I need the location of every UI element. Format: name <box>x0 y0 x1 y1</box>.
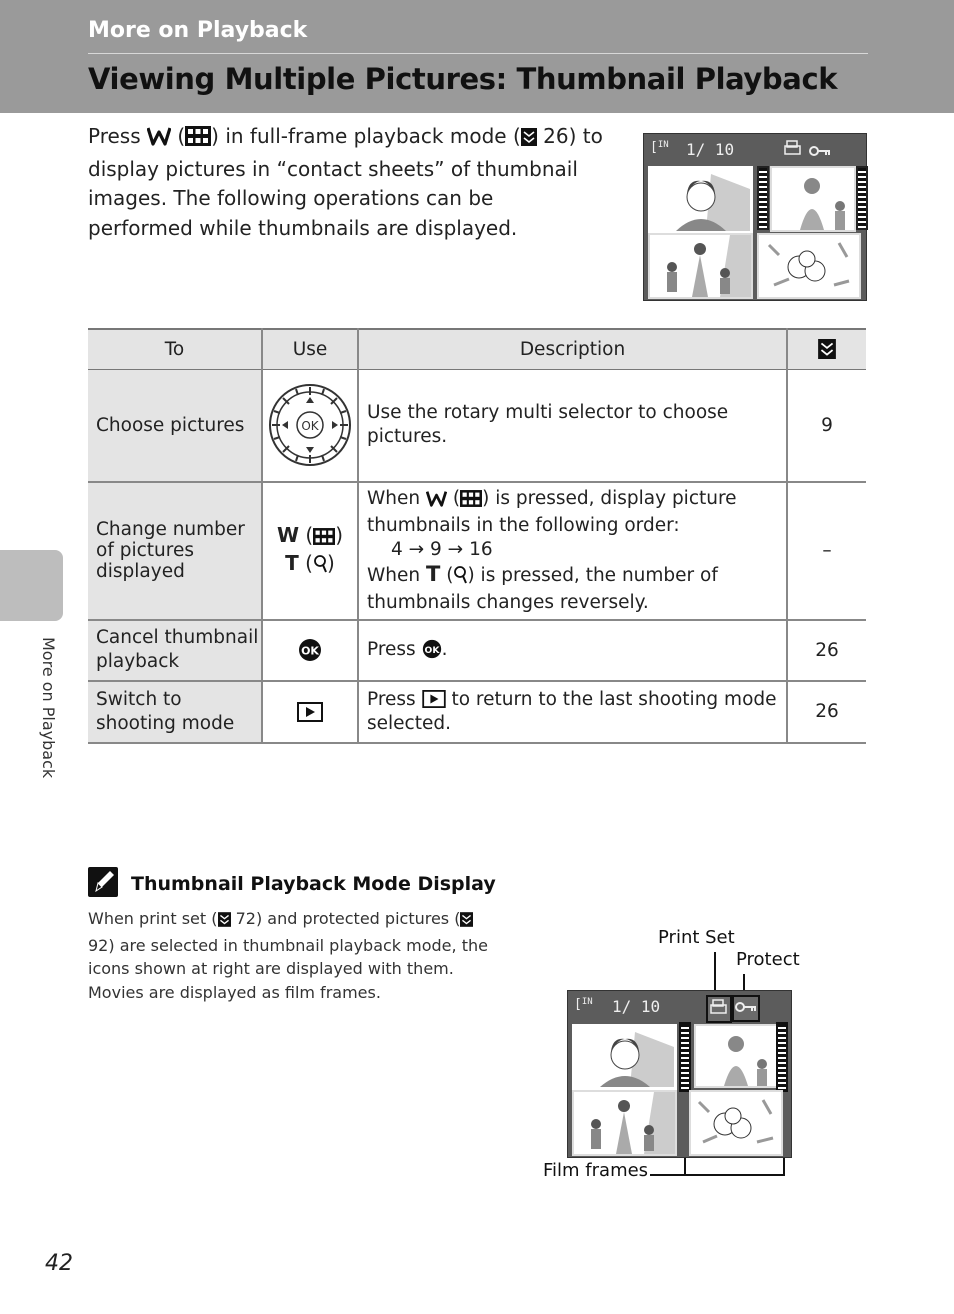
print-set-icon <box>706 995 732 1023</box>
thumbnail-mother-child <box>694 1024 778 1088</box>
ok-button-icon <box>298 639 322 660</box>
intro-text: ( <box>171 124 186 148</box>
table-row <box>88 370 866 482</box>
note-title: Thumbnail Playback Mode Display <box>131 873 496 895</box>
desc-text: ) is pressed, the number of thumbnails changes reversely. <box>367 564 718 613</box>
callout-film-frames: Film frames <box>543 1160 649 1181</box>
book-ref-icon <box>218 910 231 934</box>
row-control <box>262 681 358 743</box>
film-frame-strip <box>856 166 868 230</box>
thumbnail-screen-illustration <box>643 133 867 301</box>
thumbnail-flowers <box>757 233 861 299</box>
memory-indicator: [$^{IN}$ <box>650 140 669 155</box>
callout-print-set: Print Set <box>658 927 735 948</box>
thumbnail-icon <box>313 526 335 551</box>
multi-selector-icon <box>268 414 352 435</box>
row-page-ref: 26 <box>787 681 866 743</box>
table-header-row <box>88 329 866 370</box>
intro-paragraph <box>88 122 603 243</box>
frame-counter: 1/ 10 <box>686 140 735 159</box>
frame-counter: 1/ 10 <box>612 997 661 1016</box>
book-ref-icon <box>818 340 836 361</box>
w-button-icon <box>147 125 171 155</box>
chapter-tab <box>0 550 63 621</box>
table-row <box>88 482 866 620</box>
intro-text: ) in full-frame playback mode ( <box>211 124 521 148</box>
column-header-description: Description <box>358 329 787 370</box>
row-action: Choose pictures <box>88 370 262 482</box>
w-button-icon <box>426 490 447 514</box>
t-button-label: T <box>426 561 441 586</box>
intro-text: Press <box>88 124 147 148</box>
desc-text: When <box>367 487 427 509</box>
page-title: Viewing Multiple Pictures: Thumbnail Playback <box>88 62 838 96</box>
page-header <box>0 0 954 113</box>
film-frame-strip <box>757 166 769 230</box>
row-control <box>262 620 358 681</box>
desc-text: to return to the last shooting mode selected. <box>367 688 777 734</box>
svg-text:OK: OK <box>301 644 319 658</box>
row-description <box>358 620 787 681</box>
memory-indicator: [$^{IN}$ <box>574 997 593 1012</box>
t-button-label: T <box>285 550 299 575</box>
protect-icon <box>809 142 831 161</box>
note-page-ref: 72 <box>235 909 256 928</box>
row-description: Use the rotary multi selector to choose pictures. <box>358 370 787 482</box>
thumbnail-flowers <box>689 1090 783 1156</box>
callout-protect: Protect <box>736 949 800 970</box>
note-text: ) and protected pictures ( <box>255 909 461 928</box>
book-ref-icon <box>460 910 473 934</box>
note-pencil-icon <box>88 867 118 897</box>
row-control <box>262 370 358 482</box>
page-number: 42 <box>45 1251 73 1276</box>
row-action: Change number of pictures displayed <box>88 482 262 620</box>
note-text: ) are selected in thumbnail playback mode, the icons shown at right are displayed with them. Movies are displayed as film frames. <box>88 935 488 1003</box>
thumbnail-family <box>572 1090 677 1156</box>
desc-text: . <box>441 639 448 660</box>
thumbnail-icon <box>185 125 211 155</box>
w-button-label: W <box>276 522 300 547</box>
film-frame-screen-illustration <box>567 990 792 1158</box>
row-page-ref: 26 <box>787 620 866 681</box>
header-divider <box>88 53 868 54</box>
zoom-icon <box>313 554 327 579</box>
thumbnail-portrait <box>572 1024 677 1090</box>
desc-text: ( <box>447 487 461 509</box>
table-row <box>88 620 866 681</box>
row-control: W ( ) T ( ) <box>262 482 358 620</box>
column-header-use: Use <box>262 329 358 370</box>
note-body <box>88 907 488 1005</box>
row-description <box>358 681 787 743</box>
film-frame-strip <box>679 1022 691 1092</box>
row-action: Switch to shooting mode <box>88 681 262 743</box>
desc-text: Press <box>367 688 422 710</box>
thumbnail-mother-child <box>770 166 856 232</box>
note-page-ref: 92 <box>88 935 109 955</box>
thumbnail-sequence: 4 → 9 → 16 <box>391 538 493 560</box>
table-row <box>88 681 866 743</box>
desc-text: Press <box>367 639 422 660</box>
film-frame-strip <box>776 1022 788 1092</box>
row-page-ref: 9 <box>787 370 866 482</box>
chapter-tab-label: More on Playback <box>39 637 58 779</box>
thumbnail-portrait <box>648 166 753 234</box>
operations-table <box>88 328 866 744</box>
intro-page-ref: 26 <box>543 124 569 148</box>
desc-text: ( <box>440 564 454 586</box>
playback-button-icon <box>422 689 446 710</box>
intro-text: ) to display pictures in “contact sheets” of thumbnail images. The following operations can be performed while thumbnails are displayed. <box>88 124 603 240</box>
row-description <box>358 482 787 620</box>
book-ref-icon <box>521 125 537 155</box>
print-set-icon <box>784 140 802 160</box>
column-header-page-ref <box>787 329 866 370</box>
thumbnail-icon <box>460 490 482 514</box>
column-header-to: To <box>88 329 262 370</box>
desc-text: When <box>367 564 427 586</box>
thumbnail-family <box>648 233 753 299</box>
desc-text: ) is pressed, display picture thumbnails in the following order: <box>367 487 737 536</box>
playback-button-icon <box>297 701 323 722</box>
svg-text:OK: OK <box>301 419 319 434</box>
zoom-icon <box>453 566 467 591</box>
protect-icon <box>732 995 760 1022</box>
svg-text:OK: OK <box>424 644 440 656</box>
ok-button-icon <box>422 639 442 660</box>
row-page-ref: – <box>787 482 866 620</box>
section-title: More on Playback <box>88 18 308 43</box>
note-text: When print set ( <box>88 909 218 928</box>
row-action: Cancel thumbnail playback <box>88 620 262 681</box>
